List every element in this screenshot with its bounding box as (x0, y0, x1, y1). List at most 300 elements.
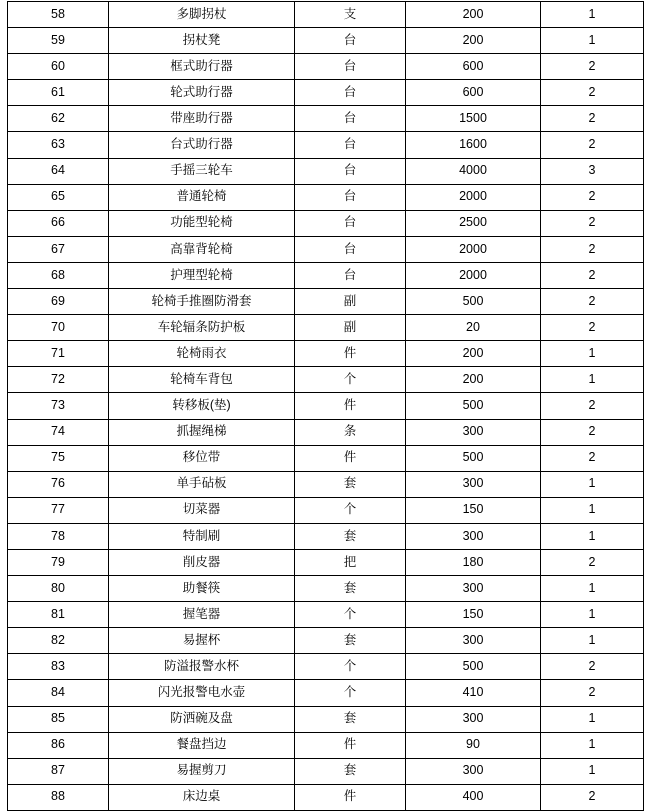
row-price: 500 (462, 293, 484, 308)
row-no: 88 (51, 789, 65, 804)
row-name: 移位带 (182, 450, 221, 465)
row-name: 切菜器 (182, 502, 221, 517)
cell-price (406, 706, 541, 732)
cell-name (109, 576, 295, 602)
cell-price (406, 602, 541, 628)
table-row (8, 419, 644, 445)
table-row (8, 236, 644, 262)
row-unit: 套 (343, 476, 357, 491)
row-no: 66 (51, 215, 65, 230)
cell-unit (295, 706, 406, 732)
row-no: 72 (51, 371, 65, 386)
cell-unit (295, 184, 406, 210)
row-price: 150 (462, 606, 484, 621)
row-name: 助餐筷 (182, 580, 221, 595)
row-price: 180 (462, 554, 484, 569)
row-no: 58 (51, 6, 65, 21)
row-name: 餐盘挡边 (176, 737, 227, 752)
cell-no (8, 2, 109, 28)
cell-qty (541, 210, 644, 236)
row-no: 76 (51, 476, 65, 491)
cell-no (8, 654, 109, 680)
cell-qty (541, 445, 644, 471)
cell-name (109, 523, 295, 549)
cell-price (406, 289, 541, 315)
cell-no (8, 132, 109, 158)
row-no: 70 (51, 319, 65, 334)
row-name: 轮式助行器 (170, 84, 233, 99)
cell-no (8, 236, 109, 262)
cell-price (406, 576, 541, 602)
row-unit: 个 (343, 685, 357, 700)
cell-price (406, 654, 541, 680)
row-unit: 把 (343, 554, 357, 569)
row-qty: 2 (588, 398, 596, 413)
cell-price (406, 341, 541, 367)
row-name: 轮椅车背包 (170, 371, 233, 386)
cell-name (109, 784, 295, 810)
row-unit: 件 (343, 737, 357, 752)
cell-no (8, 210, 109, 236)
row-unit: 副 (343, 293, 357, 308)
row-price: 300 (462, 528, 484, 543)
row-name: 单手砧板 (176, 476, 227, 491)
row-unit: 个 (343, 659, 357, 674)
row-no: 71 (51, 345, 65, 360)
cell-qty (541, 367, 644, 393)
row-unit: 台 (343, 215, 357, 230)
cell-name (109, 236, 295, 262)
row-name: 防溢报警水杯 (163, 659, 239, 674)
row-price: 200 (462, 6, 484, 21)
cell-qty (541, 576, 644, 602)
row-no: 80 (51, 580, 65, 595)
cell-unit (295, 367, 406, 393)
cell-price (406, 523, 541, 549)
row-name: 床边桌 (182, 789, 221, 804)
cell-qty (541, 341, 644, 367)
row-name: 台式助行器 (170, 137, 233, 152)
row-qty: 2 (588, 84, 596, 99)
row-price: 410 (462, 685, 484, 700)
cell-price (406, 784, 541, 810)
table-row (8, 784, 644, 810)
cell-price (406, 210, 541, 236)
cell-no (8, 471, 109, 497)
row-unit: 台 (343, 58, 357, 73)
table-row (8, 758, 644, 784)
row-qty: 2 (588, 58, 596, 73)
cell-unit (295, 2, 406, 28)
row-unit: 套 (343, 632, 357, 647)
price-list-table-page (0, 1, 645, 804)
cell-name (109, 419, 295, 445)
cell-unit (295, 419, 406, 445)
table-row (8, 158, 644, 184)
cell-qty (541, 628, 644, 654)
cell-no (8, 523, 109, 549)
cell-qty (541, 262, 644, 288)
cell-price (406, 471, 541, 497)
row-unit: 台 (343, 189, 357, 204)
cell-no (8, 80, 109, 106)
cell-qty (541, 132, 644, 158)
row-name: 护理型轮椅 (170, 267, 233, 282)
cell-name (109, 289, 295, 315)
row-unit: 件 (343, 398, 357, 413)
cell-unit (295, 602, 406, 628)
cell-name (109, 341, 295, 367)
cell-price (406, 236, 541, 262)
row-qty: 2 (588, 789, 596, 804)
table-row (8, 393, 644, 419)
cell-no (8, 602, 109, 628)
cell-unit (295, 680, 406, 706)
row-no: 73 (51, 398, 65, 413)
cell-qty (541, 419, 644, 445)
cell-qty (541, 2, 644, 28)
row-unit: 台 (343, 84, 357, 99)
cell-unit (295, 315, 406, 341)
row-name: 带座助行器 (170, 111, 233, 126)
cell-unit (295, 445, 406, 471)
row-qty: 2 (588, 554, 596, 569)
row-qty: 1 (588, 371, 596, 386)
row-name: 轮椅手推圈防滑套 (151, 293, 252, 308)
cell-unit (295, 654, 406, 680)
row-unit: 个 (343, 502, 357, 517)
cell-unit (295, 80, 406, 106)
row-name: 抓握绳梯 (176, 424, 227, 439)
row-unit: 个 (343, 371, 357, 386)
row-unit: 条 (343, 424, 357, 439)
row-qty: 2 (588, 424, 596, 439)
table-row (8, 628, 644, 654)
table-row (8, 602, 644, 628)
row-price: 1500 (459, 111, 487, 126)
table-row (8, 471, 644, 497)
cell-no (8, 289, 109, 315)
row-unit: 套 (343, 711, 357, 726)
row-price: 600 (462, 58, 484, 73)
cell-qty (541, 784, 644, 810)
row-no: 59 (51, 32, 65, 47)
row-price: 300 (462, 476, 484, 491)
cell-name (109, 654, 295, 680)
cell-price (406, 758, 541, 784)
cell-name (109, 471, 295, 497)
row-name: 特制刷 (182, 528, 221, 543)
cell-qty (541, 236, 644, 262)
row-no: 87 (51, 763, 65, 778)
cell-unit (295, 54, 406, 80)
cell-name (109, 758, 295, 784)
row-price: 300 (462, 711, 484, 726)
table-row (8, 576, 644, 602)
cell-no (8, 680, 109, 706)
row-price: 500 (462, 450, 484, 465)
row-qty: 1 (588, 632, 596, 647)
row-no: 69 (51, 293, 65, 308)
table-row (8, 680, 644, 706)
cell-no (8, 184, 109, 210)
cell-unit (295, 106, 406, 132)
cell-price (406, 28, 541, 54)
row-price: 2000 (459, 267, 487, 282)
cell-qty (541, 549, 644, 575)
row-no: 85 (51, 711, 65, 726)
row-no: 77 (51, 502, 65, 517)
cell-unit (295, 784, 406, 810)
cell-name (109, 732, 295, 758)
table-row (8, 106, 644, 132)
row-unit: 台 (343, 163, 357, 178)
cell-price (406, 732, 541, 758)
row-unit: 件 (343, 450, 357, 465)
cell-price (406, 315, 541, 341)
cell-price (406, 184, 541, 210)
row-qty: 2 (588, 659, 596, 674)
cell-qty (541, 654, 644, 680)
cell-name (109, 210, 295, 236)
cell-unit (295, 236, 406, 262)
row-no: 63 (51, 137, 65, 152)
row-unit: 支 (343, 6, 357, 21)
cell-qty (541, 706, 644, 732)
table-row (8, 654, 644, 680)
row-qty: 1 (588, 32, 596, 47)
cell-name (109, 393, 295, 419)
row-unit: 台 (343, 241, 357, 256)
cell-price (406, 680, 541, 706)
row-qty: 1 (588, 606, 596, 621)
cell-name (109, 445, 295, 471)
row-unit: 套 (343, 763, 357, 778)
cell-price (406, 419, 541, 445)
cell-price (406, 158, 541, 184)
cell-name (109, 54, 295, 80)
row-no: 84 (51, 685, 65, 700)
cell-name (109, 80, 295, 106)
row-price: 150 (462, 502, 484, 517)
table-body (8, 2, 644, 811)
row-price: 500 (462, 659, 484, 674)
row-price: 200 (462, 32, 484, 47)
cell-qty (541, 497, 644, 523)
assistive-device-price-table (7, 1, 644, 811)
cell-price (406, 54, 541, 80)
row-price: 200 (462, 345, 484, 360)
cell-no (8, 758, 109, 784)
cell-price (406, 497, 541, 523)
cell-unit (295, 549, 406, 575)
row-price: 300 (462, 632, 484, 647)
row-price: 300 (462, 763, 484, 778)
row-qty: 2 (588, 111, 596, 126)
row-price: 2000 (459, 189, 487, 204)
row-name: 防洒碗及盘 (170, 711, 233, 726)
row-qty: 2 (588, 319, 596, 334)
cell-name (109, 315, 295, 341)
row-price: 500 (462, 398, 484, 413)
cell-no (8, 732, 109, 758)
cell-no (8, 628, 109, 654)
cell-qty (541, 523, 644, 549)
cell-unit (295, 262, 406, 288)
row-price: 2000 (459, 241, 487, 256)
cell-price (406, 393, 541, 419)
cell-name (109, 367, 295, 393)
cell-qty (541, 732, 644, 758)
cell-no (8, 784, 109, 810)
cell-price (406, 80, 541, 106)
cell-unit (295, 393, 406, 419)
table-row (8, 262, 644, 288)
cell-no (8, 262, 109, 288)
table-row (8, 341, 644, 367)
cell-unit (295, 576, 406, 602)
table-row (8, 28, 644, 54)
row-unit: 台 (343, 32, 357, 47)
cell-name (109, 28, 295, 54)
row-qty: 1 (588, 345, 596, 360)
row-qty: 2 (588, 215, 596, 230)
cell-price (406, 367, 541, 393)
cell-no (8, 445, 109, 471)
cell-unit (295, 523, 406, 549)
row-unit: 件 (343, 789, 357, 804)
cell-unit (295, 471, 406, 497)
table-row (8, 184, 644, 210)
row-no: 74 (51, 424, 65, 439)
cell-price (406, 262, 541, 288)
row-price: 90 (466, 737, 480, 752)
table-row (8, 523, 644, 549)
row-no: 83 (51, 659, 65, 674)
cell-name (109, 132, 295, 158)
cell-name (109, 549, 295, 575)
row-unit: 个 (343, 606, 357, 621)
row-unit: 台 (343, 267, 357, 282)
cell-price (406, 549, 541, 575)
cell-qty (541, 54, 644, 80)
row-name: 易握剪刀 (176, 763, 227, 778)
cell-name (109, 706, 295, 732)
row-price: 4000 (459, 163, 487, 178)
row-name: 闪光报警电水壶 (157, 685, 246, 700)
row-qty: 1 (588, 528, 596, 543)
row-price: 2500 (459, 215, 487, 230)
row-qty: 2 (588, 189, 596, 204)
cell-qty (541, 158, 644, 184)
row-name: 手摇三轮车 (170, 163, 233, 178)
row-price: 400 (462, 789, 484, 804)
table-row (8, 445, 644, 471)
row-name: 削皮器 (182, 554, 221, 569)
row-qty: 2 (588, 267, 596, 282)
row-unit: 套 (343, 580, 357, 595)
cell-qty (541, 471, 644, 497)
row-price: 1600 (459, 137, 487, 152)
cell-no (8, 28, 109, 54)
row-name: 拐杖凳 (182, 32, 221, 47)
row-qty: 2 (588, 293, 596, 308)
row-qty: 1 (588, 476, 596, 491)
table-row (8, 54, 644, 80)
table-row (8, 732, 644, 758)
cell-no (8, 367, 109, 393)
cell-qty (541, 602, 644, 628)
cell-name (109, 106, 295, 132)
row-qty: 1 (588, 763, 596, 778)
cell-unit (295, 132, 406, 158)
row-no: 67 (51, 241, 65, 256)
row-name: 多脚拐杖 (176, 6, 227, 21)
table-row (8, 497, 644, 523)
row-unit: 台 (343, 137, 357, 152)
row-unit: 副 (343, 319, 357, 334)
row-qty: 2 (588, 241, 596, 256)
row-no: 62 (51, 111, 65, 126)
row-name: 车轮辐条防护板 (157, 319, 246, 334)
cell-name (109, 158, 295, 184)
row-name: 高靠背轮椅 (170, 241, 233, 256)
cell-qty (541, 184, 644, 210)
cell-no (8, 106, 109, 132)
cell-qty (541, 289, 644, 315)
row-price: 600 (462, 84, 484, 99)
row-price: 300 (462, 424, 484, 439)
row-unit: 件 (343, 345, 357, 360)
cell-no (8, 419, 109, 445)
cell-no (8, 549, 109, 575)
cell-name (109, 2, 295, 28)
row-name: 易握杯 (182, 632, 221, 647)
cell-unit (295, 341, 406, 367)
cell-no (8, 497, 109, 523)
row-name: 功能型轮椅 (170, 215, 233, 230)
table-row (8, 367, 644, 393)
row-qty: 1 (588, 580, 596, 595)
table-row (8, 2, 644, 28)
row-no: 65 (51, 189, 65, 204)
row-qty: 1 (588, 6, 596, 21)
row-no: 68 (51, 267, 65, 282)
cell-name (109, 628, 295, 654)
cell-no (8, 706, 109, 732)
cell-unit (295, 158, 406, 184)
cell-unit (295, 497, 406, 523)
cell-price (406, 445, 541, 471)
row-no: 60 (51, 58, 65, 73)
cell-name (109, 497, 295, 523)
cell-no (8, 315, 109, 341)
row-name: 握笔器 (182, 606, 221, 621)
cell-qty (541, 80, 644, 106)
row-qty: 2 (588, 450, 596, 465)
cell-no (8, 341, 109, 367)
cell-no (8, 393, 109, 419)
row-price: 20 (466, 319, 480, 334)
cell-unit (295, 628, 406, 654)
row-unit: 台 (343, 111, 357, 126)
row-qty: 1 (588, 502, 596, 517)
row-qty: 2 (588, 685, 596, 700)
cell-price (406, 132, 541, 158)
table-row (8, 210, 644, 236)
cell-no (8, 54, 109, 80)
row-name: 普通轮椅 (176, 189, 227, 204)
